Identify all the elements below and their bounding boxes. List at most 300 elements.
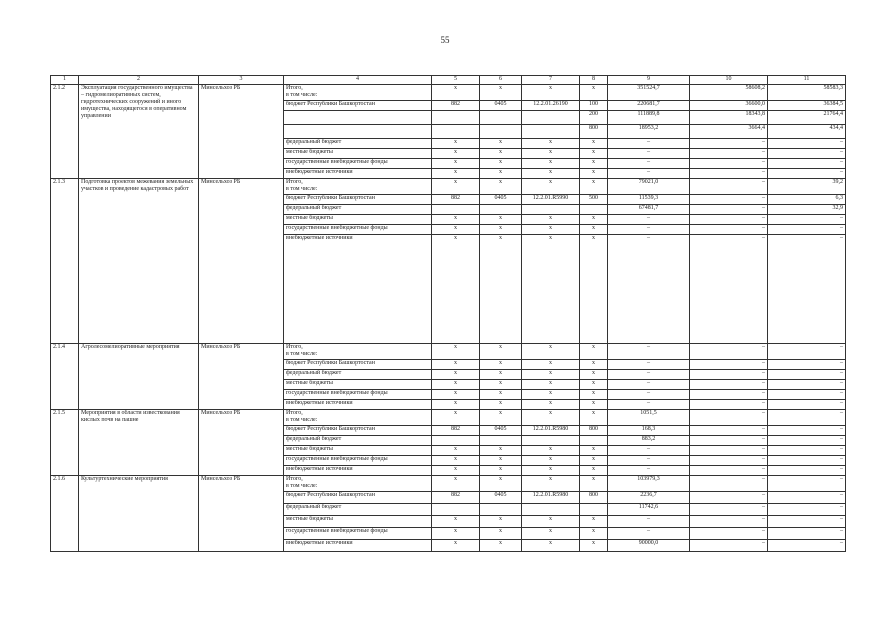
- funding-source: бюджет Республики Башкортостан: [284, 492, 432, 504]
- column-header: 3: [199, 76, 284, 85]
- value-cell: x: [480, 466, 522, 476]
- value-cell: –: [608, 169, 690, 179]
- total-value-cell: x: [580, 85, 608, 101]
- value-cell: –: [768, 446, 846, 456]
- table-body: [51, 85, 846, 552]
- total-value-cell: 58583,3: [768, 85, 846, 101]
- value-cell: x: [480, 225, 522, 235]
- value-cell: –: [608, 139, 690, 149]
- value-cell: x: [480, 446, 522, 456]
- value-cell: –: [768, 159, 846, 169]
- value-cell: –: [768, 235, 846, 344]
- section-total-row: [51, 476, 846, 492]
- column-header: 8: [580, 76, 608, 85]
- total-value-cell: x: [480, 179, 522, 195]
- total-label: Итого,: [286, 179, 303, 185]
- value-cell: –: [690, 159, 768, 169]
- total-value-cell: x: [480, 476, 522, 492]
- value-cell: 21764,4: [768, 111, 846, 125]
- value-cell: x: [522, 466, 580, 476]
- value-cell: –: [768, 370, 846, 380]
- funding-source: внебюджетные источники: [284, 466, 432, 476]
- value-cell: x: [522, 360, 580, 370]
- value-cell: –: [768, 436, 846, 446]
- including-label: в том числе:: [286, 92, 318, 98]
- value-cell: x: [432, 235, 480, 344]
- total-value-cell: 103979,3: [608, 476, 690, 492]
- total-label-cell: [284, 85, 432, 101]
- value-cell: [480, 125, 522, 139]
- value-cell: [432, 125, 480, 139]
- value-cell: [580, 436, 608, 446]
- section-code: 2.1.4: [51, 344, 79, 410]
- value-cell: x: [432, 225, 480, 235]
- total-value-cell: –: [768, 476, 846, 492]
- value-cell: x: [480, 528, 522, 540]
- value-cell: x: [480, 215, 522, 225]
- value-cell: x: [522, 159, 580, 169]
- value-cell: –: [768, 516, 846, 528]
- funding-source: местные бюджеты: [284, 149, 432, 159]
- value-cell: –: [608, 235, 690, 344]
- value-cell: –: [768, 139, 846, 149]
- value-cell: –: [768, 492, 846, 504]
- value-cell: x: [522, 139, 580, 149]
- value-cell: x: [432, 390, 480, 400]
- funding-source: бюджет Республики Башкортостан: [284, 426, 432, 436]
- value-cell: –: [768, 380, 846, 390]
- funding-source: бюджет Республики Башкортостан: [284, 101, 432, 111]
- value-cell: –: [690, 205, 768, 215]
- value-cell: x: [580, 456, 608, 466]
- value-cell: –: [608, 400, 690, 410]
- total-value-cell: 79021,0: [608, 179, 690, 195]
- value-cell: –: [690, 149, 768, 159]
- value-cell: x: [522, 149, 580, 159]
- value-cell: –: [608, 370, 690, 380]
- value-cell: 11742,6: [608, 504, 690, 516]
- value-cell: x: [480, 456, 522, 466]
- value-cell: x: [432, 159, 480, 169]
- section-name: Агролесомелиоративные мероприятия: [79, 344, 199, 410]
- value-cell: x: [580, 446, 608, 456]
- funding-source: местные бюджеты: [284, 516, 432, 528]
- value-cell: [432, 205, 480, 215]
- funding-source: федеральный бюджет: [284, 436, 432, 446]
- value-cell: 882: [432, 101, 480, 111]
- total-label-cell: [284, 410, 432, 426]
- including-label: в том числе:: [286, 417, 318, 423]
- value-cell: 800: [580, 426, 608, 436]
- value-cell: x: [432, 446, 480, 456]
- funding-source: бюджет Республики Башкортостан: [284, 195, 432, 205]
- value-cell: –: [608, 149, 690, 159]
- value-cell: 18343,8: [690, 111, 768, 125]
- total-value-cell: x: [522, 344, 580, 360]
- value-cell: –: [608, 446, 690, 456]
- funding-source: федеральный бюджет: [284, 504, 432, 516]
- value-cell: x: [432, 516, 480, 528]
- value-cell: x: [580, 169, 608, 179]
- including-label: в том числе:: [286, 351, 318, 357]
- total-value-cell: x: [580, 410, 608, 426]
- value-cell: x: [432, 370, 480, 380]
- value-cell: –: [608, 225, 690, 235]
- total-value-cell: 58608,2: [690, 85, 768, 101]
- value-cell: –: [690, 446, 768, 456]
- total-value-cell: 39,2: [768, 179, 846, 195]
- column-header: 6: [480, 76, 522, 85]
- section-total-row: [51, 410, 846, 426]
- funding-source: внебюджетные источники: [284, 169, 432, 179]
- value-cell: x: [522, 516, 580, 528]
- value-cell: x: [432, 528, 480, 540]
- total-value-cell: x: [522, 410, 580, 426]
- funding-source: федеральный бюджет: [284, 139, 432, 149]
- value-cell: –: [608, 159, 690, 169]
- value-cell: x: [432, 380, 480, 390]
- value-cell: –: [690, 215, 768, 225]
- section-code: 2.1.3: [51, 179, 79, 344]
- value-cell: x: [480, 370, 522, 380]
- value-cell: 800: [580, 492, 608, 504]
- value-cell: –: [608, 466, 690, 476]
- value-cell: 800: [580, 125, 608, 139]
- total-value-cell: x: [580, 344, 608, 360]
- total-value-cell: –: [690, 476, 768, 492]
- total-label-cell: [284, 476, 432, 492]
- total-value-cell: –: [690, 179, 768, 195]
- column-header: 10: [690, 76, 768, 85]
- value-cell: –: [690, 360, 768, 370]
- value-cell: –: [690, 436, 768, 446]
- total-value-cell: –: [690, 410, 768, 426]
- value-cell: x: [480, 380, 522, 390]
- value-cell: x: [522, 456, 580, 466]
- funding-source: [284, 111, 432, 125]
- value-cell: –: [768, 466, 846, 476]
- value-cell: –: [608, 380, 690, 390]
- total-label: Итого,: [286, 476, 303, 482]
- section-executor: Минсельхоз РБ: [199, 344, 284, 410]
- value-cell: x: [432, 540, 480, 552]
- value-cell: x: [480, 169, 522, 179]
- total-value-cell: x: [480, 344, 522, 360]
- value-cell: [522, 436, 580, 446]
- total-label: Итого,: [286, 410, 303, 416]
- value-cell: x: [480, 149, 522, 159]
- page-number: 55: [440, 35, 450, 45]
- total-label: Итого,: [286, 85, 303, 91]
- value-cell: x: [522, 215, 580, 225]
- value-cell: –: [768, 426, 846, 436]
- section-executor: Минсельхоз РБ: [199, 410, 284, 476]
- value-cell: x: [580, 516, 608, 528]
- total-value-cell: x: [580, 476, 608, 492]
- value-cell: x: [522, 400, 580, 410]
- total-value-cell: 351524,7: [608, 85, 690, 101]
- total-value-cell: –: [768, 344, 846, 360]
- total-value-cell: x: [522, 179, 580, 195]
- value-cell: –: [768, 225, 846, 235]
- value-cell: [580, 504, 608, 516]
- value-cell: –: [608, 528, 690, 540]
- funding-source: внебюджетные источники: [284, 400, 432, 410]
- value-cell: –: [768, 456, 846, 466]
- value-cell: 18953,2: [608, 125, 690, 139]
- value-cell: 90000,0: [608, 540, 690, 552]
- value-cell: x: [522, 370, 580, 380]
- funding-source: бюджет Республики Башкортостан: [284, 360, 432, 370]
- section-name: Культуртехнические мероприятия: [79, 476, 199, 552]
- value-cell: –: [690, 528, 768, 540]
- total-label-cell: [284, 179, 432, 195]
- value-cell: 882: [432, 492, 480, 504]
- value-cell: x: [580, 528, 608, 540]
- value-cell: x: [580, 360, 608, 370]
- value-cell: –: [768, 215, 846, 225]
- value-cell: –: [768, 360, 846, 370]
- value-cell: 220681,7: [608, 101, 690, 111]
- value-cell: 0405: [480, 101, 522, 111]
- total-value-cell: –: [690, 344, 768, 360]
- value-cell: 0405: [480, 195, 522, 205]
- value-cell: –: [690, 400, 768, 410]
- value-cell: –: [690, 516, 768, 528]
- value-cell: 67481,7: [608, 205, 690, 215]
- value-cell: –: [690, 139, 768, 149]
- section-total-row: [51, 179, 846, 195]
- column-header: 5: [432, 76, 480, 85]
- value-cell: x: [580, 159, 608, 169]
- value-cell: [480, 436, 522, 446]
- section-executor: Минсельхоз РБ: [199, 476, 284, 552]
- value-cell: x: [580, 540, 608, 552]
- value-cell: 500: [580, 195, 608, 205]
- funding-source: государственные внебюджетные фонды: [284, 456, 432, 466]
- funding-source: государственные внебюджетные фонды: [284, 159, 432, 169]
- funding-source: местные бюджеты: [284, 380, 432, 390]
- value-cell: [432, 436, 480, 446]
- column-header: 11: [768, 76, 846, 85]
- total-value-cell: x: [522, 476, 580, 492]
- value-cell: x: [432, 215, 480, 225]
- section-code: 2.1.6: [51, 476, 79, 552]
- value-cell: –: [608, 360, 690, 370]
- value-cell: x: [480, 235, 522, 344]
- value-cell: x: [580, 390, 608, 400]
- total-value-cell: x: [522, 85, 580, 101]
- value-cell: 0405: [480, 426, 522, 436]
- value-cell: [522, 504, 580, 516]
- value-cell: x: [522, 540, 580, 552]
- value-cell: –: [690, 466, 768, 476]
- value-cell: x: [432, 456, 480, 466]
- value-cell: [432, 111, 480, 125]
- column-header: 4: [284, 76, 432, 85]
- total-value-cell: x: [432, 476, 480, 492]
- value-cell: x: [480, 139, 522, 149]
- value-cell: x: [480, 159, 522, 169]
- value-cell: 12.2.01.R5980: [522, 426, 580, 436]
- including-label: в том числе:: [286, 483, 318, 489]
- section-name: Подготовка проектов межевания земельных участков и проведение кадастровых работ: [79, 179, 199, 344]
- column-header: 7: [522, 76, 580, 85]
- funding-source: государственные внебюджетные фонды: [284, 225, 432, 235]
- value-cell: x: [480, 400, 522, 410]
- section-code: 2.1.2: [51, 85, 79, 179]
- value-cell: –: [690, 456, 768, 466]
- value-cell: 168,3: [608, 426, 690, 436]
- value-cell: x: [580, 215, 608, 225]
- value-cell: [480, 111, 522, 125]
- value-cell: –: [768, 528, 846, 540]
- column-header: 9: [608, 76, 690, 85]
- value-cell: x: [522, 390, 580, 400]
- funding-source: местные бюджеты: [284, 215, 432, 225]
- value-cell: x: [580, 370, 608, 380]
- value-cell: –: [768, 400, 846, 410]
- value-cell: –: [608, 215, 690, 225]
- value-cell: x: [480, 390, 522, 400]
- value-cell: x: [480, 540, 522, 552]
- value-cell: –: [690, 225, 768, 235]
- value-cell: [480, 205, 522, 215]
- value-cell: 11539,3: [608, 195, 690, 205]
- value-cell: 12.2.01.26190: [522, 101, 580, 111]
- value-cell: 3664,4: [690, 125, 768, 139]
- value-cell: 32,9: [768, 205, 846, 215]
- section-total-row: [51, 344, 846, 360]
- value-cell: x: [522, 169, 580, 179]
- section-name: Мероприятия в области известкования кислых почв на пашне: [79, 410, 199, 476]
- value-cell: x: [432, 466, 480, 476]
- value-cell: –: [690, 492, 768, 504]
- value-cell: –: [690, 380, 768, 390]
- total-value-cell: x: [580, 179, 608, 195]
- value-cell: –: [690, 504, 768, 516]
- funding-source: государственные внебюджетные фонды: [284, 390, 432, 400]
- value-cell: –: [690, 235, 768, 344]
- value-cell: x: [432, 360, 480, 370]
- funding-source: местные бюджеты: [284, 446, 432, 456]
- value-cell: 111889,8: [608, 111, 690, 125]
- funding-source: государственные внебюджетные фонды: [284, 528, 432, 540]
- column-number-row: [51, 76, 846, 85]
- total-value-cell: –: [608, 344, 690, 360]
- section-total-row: [51, 85, 846, 101]
- funding-source: внебюджетные источники: [284, 235, 432, 344]
- value-cell: –: [690, 426, 768, 436]
- total-label: Итого,: [286, 344, 303, 350]
- value-cell: 0405: [480, 492, 522, 504]
- value-cell: x: [432, 169, 480, 179]
- column-header: 1: [51, 76, 79, 85]
- value-cell: 100: [580, 101, 608, 111]
- value-cell: x: [522, 446, 580, 456]
- value-cell: –: [690, 195, 768, 205]
- value-cell: –: [690, 169, 768, 179]
- value-cell: –: [690, 390, 768, 400]
- value-cell: 882: [432, 195, 480, 205]
- value-cell: 200: [580, 111, 608, 125]
- value-cell: x: [580, 380, 608, 390]
- value-cell: 12.2.01.R5990: [522, 195, 580, 205]
- value-cell: x: [580, 149, 608, 159]
- funding-source: федеральный бюджет: [284, 370, 432, 380]
- value-cell: 883,2: [608, 436, 690, 446]
- total-value-cell: x: [480, 410, 522, 426]
- section-name: Эксплуатация государственного имущества – гидромелиоративных систем, гидротехнических сооружений и иного имущества, находящегося в оперативном управлении: [79, 85, 199, 179]
- total-value-cell: x: [432, 344, 480, 360]
- value-cell: 882: [432, 426, 480, 436]
- value-cell: –: [608, 456, 690, 466]
- value-cell: –: [690, 370, 768, 380]
- value-cell: x: [432, 149, 480, 159]
- section-executor: Минсельхоз РБ: [199, 85, 284, 179]
- value-cell: x: [522, 225, 580, 235]
- value-cell: x: [580, 225, 608, 235]
- funding-source: внебюджетные источники: [284, 540, 432, 552]
- value-cell: –: [768, 504, 846, 516]
- column-header: 2: [79, 76, 199, 85]
- total-value-cell: x: [480, 85, 522, 101]
- value-cell: x: [432, 400, 480, 410]
- value-cell: –: [768, 390, 846, 400]
- section-executor: Минсельхоз РБ: [199, 179, 284, 344]
- value-cell: x: [480, 516, 522, 528]
- value-cell: [480, 504, 522, 516]
- value-cell: x: [580, 235, 608, 344]
- including-label: в том числе:: [286, 186, 318, 192]
- funding-source: [284, 125, 432, 139]
- value-cell: [522, 205, 580, 215]
- value-cell: [522, 111, 580, 125]
- value-cell: x: [522, 235, 580, 344]
- funding-source: федеральный бюджет: [284, 205, 432, 215]
- value-cell: x: [432, 139, 480, 149]
- value-cell: –: [768, 149, 846, 159]
- value-cell: x: [522, 528, 580, 540]
- value-cell: –: [768, 540, 846, 552]
- value-cell: –: [608, 390, 690, 400]
- value-cell: –: [768, 169, 846, 179]
- value-cell: –: [690, 540, 768, 552]
- total-value-cell: x: [432, 179, 480, 195]
- value-cell: [432, 504, 480, 516]
- value-cell: 2236,7: [608, 492, 690, 504]
- section-code: 2.1.5: [51, 410, 79, 476]
- total-value-cell: 1051,5: [608, 410, 690, 426]
- value-cell: x: [580, 400, 608, 410]
- total-value-cell: –: [768, 410, 846, 426]
- value-cell: 36600,0: [690, 101, 768, 111]
- budget-table: [50, 75, 846, 552]
- value-cell: x: [580, 139, 608, 149]
- value-cell: x: [480, 360, 522, 370]
- value-cell: –: [608, 516, 690, 528]
- value-cell: [522, 125, 580, 139]
- value-cell: 6,3: [768, 195, 846, 205]
- value-cell: [580, 205, 608, 215]
- value-cell: x: [522, 380, 580, 390]
- value-cell: 12.2.01.R5980: [522, 492, 580, 504]
- total-label-cell: [284, 344, 432, 360]
- value-cell: x: [580, 466, 608, 476]
- value-cell: 434,4: [768, 125, 846, 139]
- total-value-cell: x: [432, 410, 480, 426]
- total-value-cell: x: [432, 85, 480, 101]
